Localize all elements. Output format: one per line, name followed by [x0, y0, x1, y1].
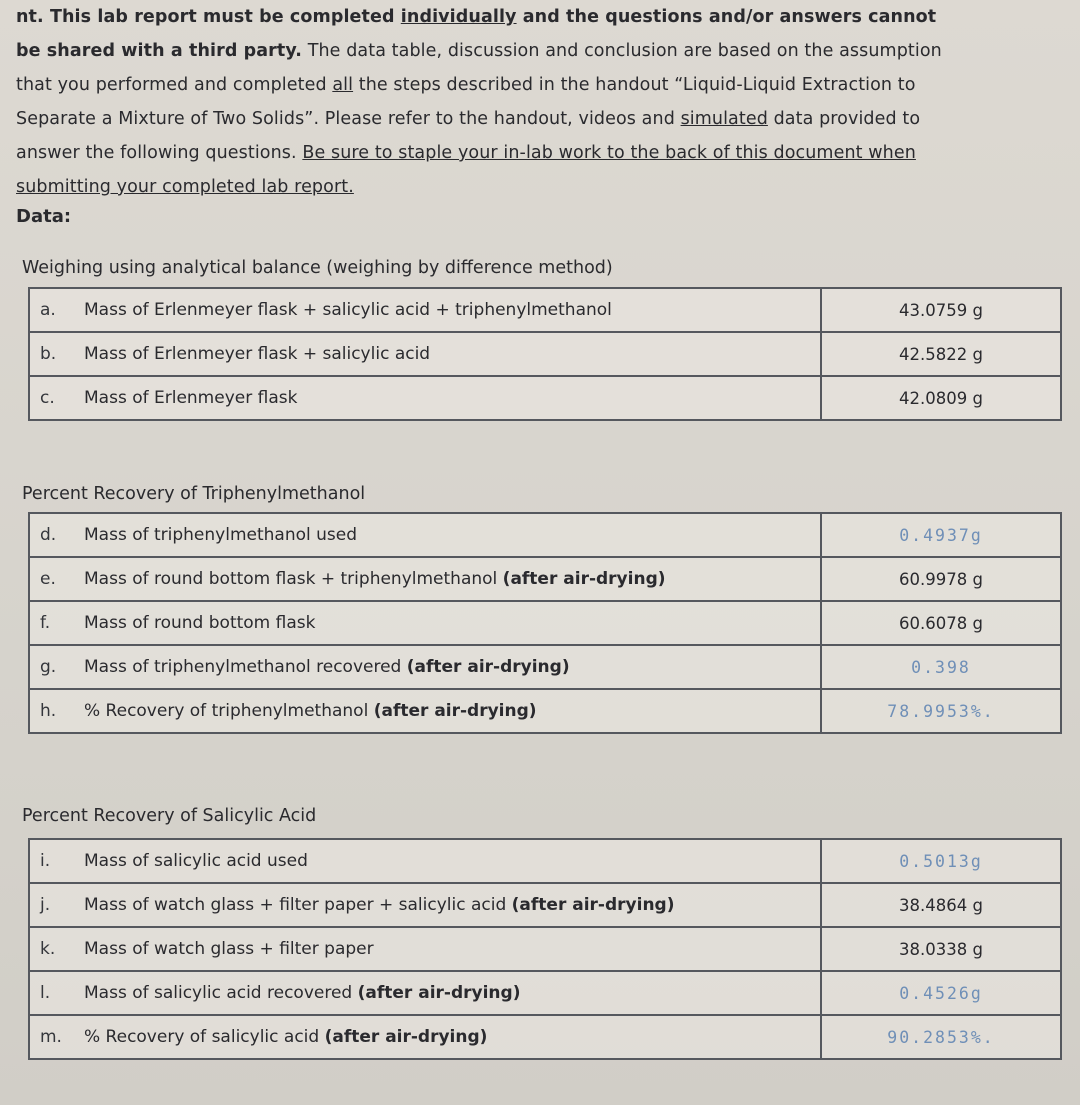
row-value: 60.9978 g — [821, 557, 1061, 601]
instructions-paragraph — [16, 0, 1066, 204]
table-row — [29, 1015, 1061, 1059]
handwritten-value: 0.4526g — [821, 971, 1061, 1015]
row-letter: f. — [40, 613, 51, 633]
row-letter: h. — [40, 701, 57, 721]
row-label: Mass of round bottom flask — [84, 613, 316, 633]
row-label: Mass of Erlenmeyer flask + salicylic acid — [84, 344, 431, 364]
row-label: % Recovery of salicylic acid — [84, 1027, 325, 1047]
table-row — [29, 288, 1061, 332]
row-value: 60.6078 g — [821, 601, 1061, 645]
intro-line-6: submitting your completed lab report. — [16, 177, 354, 197]
row-label: Mass of salicylic acid recovered — [84, 983, 358, 1003]
table-row — [29, 376, 1061, 420]
handwritten-value: 0.4937g — [821, 513, 1061, 557]
row-value: 38.0338 g — [821, 927, 1061, 971]
intro-line-1: nt. This lab report must be completed individually and the questions and/or answers cannot — [16, 7, 937, 27]
weighing-table — [28, 287, 1062, 421]
row-label: Mass of watch glass + filter paper + salicylic acid — [84, 895, 512, 915]
row-letter: a. — [40, 300, 56, 320]
row-label: Mass of triphenylmethanol recovered — [84, 657, 407, 677]
intro-line-3: that you performed and completed all the steps described in the handout “Liquid-Liquid Extraction to — [16, 75, 916, 95]
row-label: Mass of round bottom flask + triphenylmethanol — [84, 569, 503, 589]
row-letter: b. — [40, 344, 57, 364]
table-row — [29, 971, 1061, 1015]
row-value: 42.5822 g — [821, 332, 1061, 376]
intro-line-5: answer the following questions. Be sure to staple your in-lab work to the back of this document when — [16, 143, 916, 163]
row-value: 38.4864 g — [821, 883, 1061, 927]
row-label: Mass of Erlenmeyer flask — [84, 388, 298, 408]
row-label: % Recovery of triphenylmethanol — [84, 701, 374, 721]
row-letter: d. — [40, 525, 57, 545]
intro-line-4: Separate a Mixture of Two Solids”. Please refer to the handout, videos and simulated data provided to — [16, 109, 921, 129]
row-label-emphasis: (after air-drying) — [324, 1027, 488, 1047]
row-letter: g. — [40, 657, 57, 677]
row-label-emphasis: (after air-drying) — [406, 657, 570, 677]
intro-line-2: be shared with a third party. The data table, discussion and conclusion are based on the assumption — [16, 41, 942, 61]
row-letter: c. — [40, 388, 55, 408]
table-row — [29, 557, 1061, 601]
handwritten-value: 78.9953%. — [821, 689, 1061, 733]
row-letter: l. — [40, 983, 51, 1003]
table-row — [29, 513, 1061, 557]
handwritten-value: 90.2853%. — [821, 1015, 1061, 1059]
handwritten-value: 0.398 — [821, 645, 1061, 689]
row-label: Mass of salicylic acid used — [84, 851, 308, 871]
row-letter: i. — [40, 851, 51, 871]
row-value: 42.0809 g — [821, 376, 1061, 420]
table-row — [29, 927, 1061, 971]
row-value: 43.0759 g — [821, 288, 1061, 332]
row-label-emphasis: (after air-drying) — [502, 569, 666, 589]
table-row — [29, 601, 1061, 645]
row-label: Mass of triphenylmethanol used — [84, 525, 358, 545]
row-letter: k. — [40, 939, 56, 959]
row-label-emphasis: (after air-drying) — [357, 983, 521, 1003]
row-label-emphasis: (after air-drying) — [511, 895, 675, 915]
sa-table — [28, 838, 1062, 1060]
table-row — [29, 839, 1061, 883]
row-label: Mass of watch glass + filter paper — [84, 939, 374, 959]
table-row — [29, 332, 1061, 376]
row-label: Mass of Erlenmeyer flask + salicylic acid + triphenylmethanol — [84, 300, 612, 320]
row-label-emphasis: (after air-drying) — [373, 701, 537, 721]
row-letter: e. — [40, 569, 56, 589]
row-letter: j. — [40, 895, 51, 915]
tpm-section-title: Percent Recovery of Triphenylmethanol — [22, 484, 366, 504]
table-row — [29, 689, 1061, 733]
table-row — [29, 883, 1061, 927]
handwritten-value: 0.5013g — [821, 839, 1061, 883]
table-row — [29, 645, 1061, 689]
row-letter: m. — [40, 1027, 62, 1047]
weighing-section-title: Weighing using analytical balance (weighing by difference method) — [22, 258, 613, 278]
sa-section-title: Percent Recovery of Salicylic Acid — [22, 806, 317, 826]
data-heading: Data: — [16, 206, 72, 227]
tpm-table — [28, 512, 1062, 734]
